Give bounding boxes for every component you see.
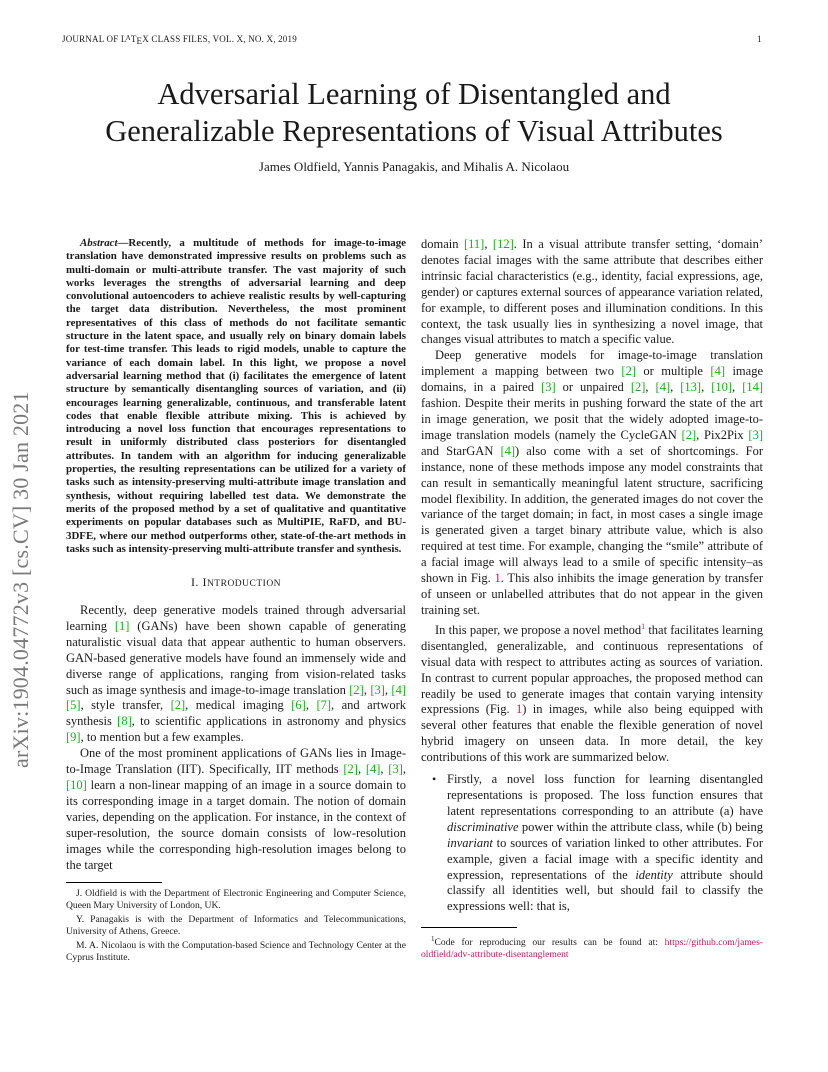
citation-link[interactable]: [4]: [500, 443, 516, 458]
citation-link[interactable]: [2]: [170, 698, 186, 713]
citation-link[interactable]: [10]: [66, 778, 87, 792]
citation-link[interactable]: [4]: [365, 762, 381, 777]
citation-link[interactable]: [4]: [655, 380, 671, 395]
right-paragraph-2: Deep generative models for image-to-image translation implement a mapping between two [2] or multiple [4] image domains, in a paired [3] or unpaired [2], [4], [13], [10], [14] fashion. Despite their merits in pushing forward the state of the art in image generation, we posit that the widely adopted image-to-image translation models (namely the CycleGAN [2], Pix2Pix [3] and StarGAN [4]) also come with a set of shortcomings. For instance, none of these methods impose any model constraints that can result in semantically meaningful latent structure, sacrificing model flexibility. In addition, the generated images do not cover the variance of the target domain; in fact, in most cases a single image is generated given a target binary attribute value, which is also required at test time. For example, changing the “smile” attribute of a facial image will always lead to a smile of specific intensity–as shown in Fig. 1. This also inhibits the image generation by transfer of unseen or unlabelled attributes that do not appear in the given training set.: [421, 348, 764, 617]
intro-paragraph-2: One of the most prominent applications of GANs lies in Image-to-Image Translation (IIT). Specifically, IIT methods [2], [4], [3], [10] learn a non-linear mapping of an image in a source domain to its corresponding image in a target domain. The notion of domain varies, depending on the application. For instance, in the context of super-resolution, the source domain consists of low-resolution images while the corresponding high-resolution images belong to the target: [66, 746, 406, 872]
github-link[interactable]: https://github.com/james-oldfield/adv-attribute-disentanglement: [421, 937, 763, 961]
arxiv-watermark[interactable]: arXiv:1904.04772v3 [cs.CV] 30 Jan 2021: [8, 391, 33, 768]
affiliation-footnote: M. A. Nicolaou is with the Computation-based Science and Technology Center at the Cyprus Institute.: [66, 940, 406, 964]
citation-link[interactable]: [3]: [388, 762, 403, 777]
citation-link[interactable]: [4]: [710, 364, 725, 379]
citation-link[interactable]: [8]: [117, 714, 132, 729]
affiliation-footnote: Y. Panagakis is with the Department of Informatics and Telecommunications, University of Athens, Greece.: [66, 914, 406, 938]
paper-title: [60, 76, 768, 150]
citation-link[interactable]: [6]: [291, 698, 306, 713]
citation-link[interactable]: [3]: [748, 427, 763, 442]
citation-link[interactable]: [4]: [391, 682, 406, 697]
figure-reference-link[interactable]: 1: [494, 571, 501, 586]
footnote-marker[interactable]: 1: [641, 621, 646, 631]
citation-link[interactable]: [14]: [742, 380, 764, 395]
section-heading: I. INTRODUCTION: [190, 575, 282, 590]
citation-link[interactable]: [7]: [316, 698, 332, 713]
citation-link[interactable]: [3]: [370, 682, 385, 697]
figure-reference-link[interactable]: 1: [516, 702, 523, 717]
left-column: [66, 237, 406, 966]
right-paragraph-3: In this paper, we propose a novel method$^1$ that facilitates learning disentangled, generalizable, and continuous representations of visual data with respect to attributes acting as sources of variation. In contrast to current popular approaches, the proposed method can readily be used to generate images that contain varying intensity expressions (Fig. 1) in images, while also being equipped with several other features that enable the flexible generation of novel hybrid imagery on unseen data. In more detail, the key contributions of this work are summarized below.: [421, 621, 763, 765]
citation-link[interactable]: [5]: [66, 698, 81, 713]
list-item: • Firstly, a novel loss function for learning disentangled representations is proposed. The loss function ensures that latent representations corresponding to an attribute (a) have discriminative power within the attribute class, while (b) being invariant to sources of variation linked to other attributes. For example, given a facial image with a specific identity and expression, representations of the identity attribute should classify all identities well, but should fail to classify the expressions well: that is,: [447, 772, 763, 915]
journal-header: JOURNAL OF $L^ATEX$ CLASS FILES, VOL. X, NO. X, 2019: [62, 34, 297, 46]
contributions-list: [421, 772, 763, 915]
citation-link[interactable]: [2]: [621, 364, 636, 379]
citation-link[interactable]: [3]: [541, 380, 556, 395]
title-line-1: Adversarial Learning of Disentangled and: [157, 77, 671, 111]
code-footnote: $^1$Code for reproducing our results can be found at: https://github.com/james-oldfield/adv-attribute-disentanglement: [421, 935, 763, 961]
title-line-2: Generalizable Representations of Visual Attributes: [105, 114, 723, 148]
citation-link[interactable]: [1]: [114, 618, 130, 633]
abstract-label: Abstract: [80, 237, 118, 249]
affiliation-footnote: J. Oldfield is with the Department of Electronic Engineering and Computer Science, Queen Mary University of London, UK.: [66, 888, 406, 912]
right-paragraph-1: domain [11], [12]. In a visual attribute transfer setting, ‘domain’ denotes facial images with the same attribute that describes either intrinsic facial characteristics (e.g., identity, facial expressions, age, gender) or captures external sources of appearance variation related, for example, to different poses and illumination conditions. In this context, the task usually lies in synthesizing a novel image, that changes visual attributes to match a specific value.: [421, 237, 763, 347]
abstract: [66, 237, 406, 556]
citation-link[interactable]: [13]: [680, 380, 702, 395]
citation-link[interactable]: [12]: [492, 237, 514, 251]
citation-link[interactable]: [10]: [711, 380, 733, 395]
citation-link[interactable]: [9]: [66, 730, 81, 745]
intro-paragraph-1: Recently, deep generative models trained through adversarial learning [1] (GANs) have been shown capable of generating naturalistic visual data that appear authentic to human observers. GAN-based generative models have found an immensely wide and diverse range of applications, ranging from vision-related tasks such as image synthesis and image-to-image translation [2], [3], [4] [5], style transfer, [2], medical imaging [6], [7], and artwork synthesis [8], to scientific applications in astronomy and physics [9], to mention but a few examples.: [66, 603, 407, 745]
abstract-text: —Recently, a multitude of methods for image-to-image translation have demonstrated impressive results on problems such as multi-domain or multi-attribute transfer. The vast majority of such works leverages the strengths of adversarial learning and deep convolutional autoencoders to achieve realistic results by well-capturing the target data distribution. Nevertheless, the most prominent representatives of this class of methods do not facilitate semantic structure in the latent space, and usually rely on binary domain labels for test-time transfer. This leads to rigid models, unable to capture the variance of each domain label. In this light, we propose a novel adversarial learning method that (i) facilitates the emergence of latent structure by semantically disentangling sources of variation, and (ii) encourages learning generalizable, continuous, and transferable latent codes that enable flexible attribute mixing. This is achieved by introducing a novel loss function that encourages representations to result in uniformly distributed class posteriors for disentangled attributes. In tandem with an algorithm for inducing generalizable properties, the resulting representations can be utilized for a variety of tasks such as intensity-preserving multi-attribute image translation and synthesis, without requiring labelled test data. We demonstrate the merits of the proposed method by a set of qualitative and quantitative experiments on popular databases such as MultiPIE, RaFD, and BU-3DFE, where our method outperforms other, state-of-the-art methods in tasks such as intensity-preserving multi-attribute transfer and synthesis.: [66, 237, 406, 555]
right-column: [421, 237, 763, 971]
citation-link[interactable]: [2]: [349, 682, 364, 697]
citation-link[interactable]: [2]: [681, 427, 697, 442]
citation-link[interactable]: [11]: [463, 237, 485, 251]
citation-link[interactable]: [2]: [630, 380, 646, 395]
citation-link[interactable]: [2]: [343, 762, 358, 777]
footnote-rule: [66, 882, 162, 883]
author-list: James Oldfield, Yannis Panagakis, and Mihalis A. Nicolaou: [258, 159, 570, 174]
page-number: 1: [757, 34, 762, 44]
footnote-rule: [421, 927, 517, 928]
